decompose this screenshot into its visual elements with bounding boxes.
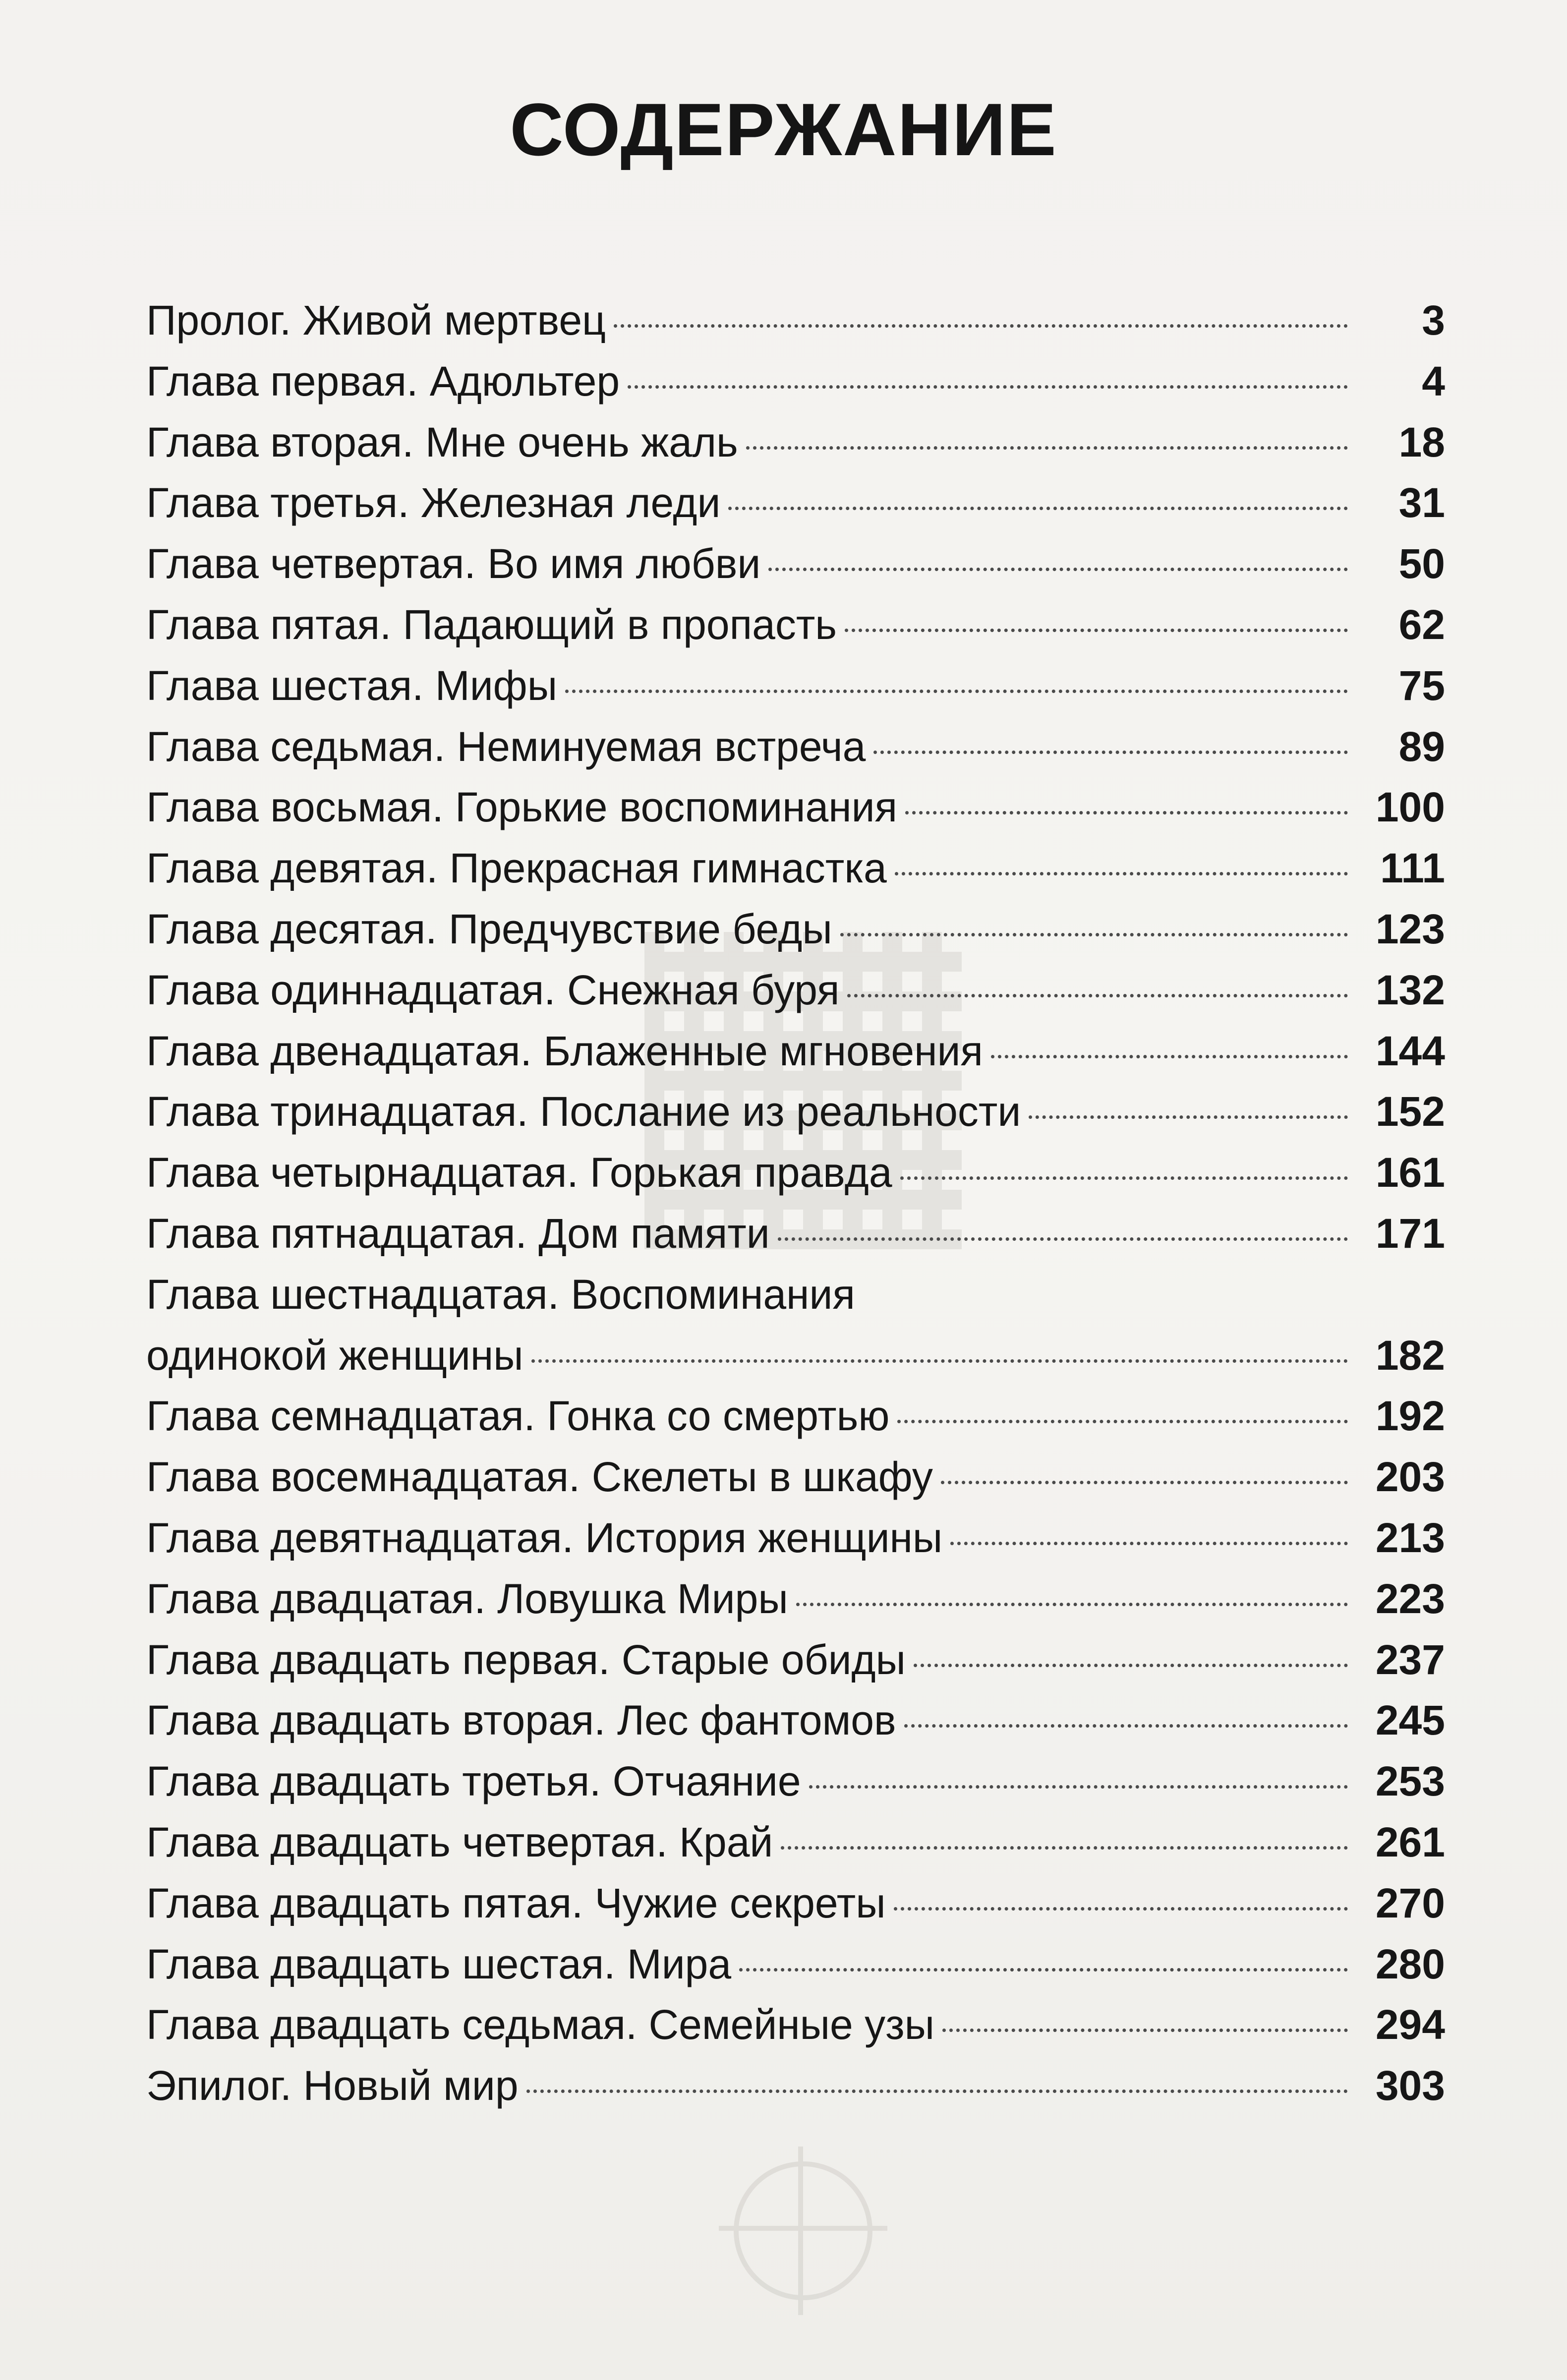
toc-page-number: 50 <box>1398 540 1445 587</box>
toc-chapter-title: Глава двадцать первая. Старые обиды <box>146 1636 906 1683</box>
toc-page-number: 75 <box>1398 662 1445 709</box>
toc-page-number: 223 <box>1375 1575 1445 1622</box>
toc-dot-leader <box>873 751 1348 754</box>
toc-page-number: 100 <box>1375 784 1445 831</box>
toc-entry <box>146 1508 1445 1568</box>
toc-dot-leader <box>1029 1115 1348 1119</box>
toc-entry <box>146 1021 1445 1082</box>
toc-page-number: 111 <box>1380 845 1445 892</box>
toc-page-number: 3 <box>1422 297 1445 344</box>
toc-page-number: 245 <box>1375 1697 1445 1744</box>
toc-entry <box>146 1142 1445 1203</box>
toc-chapter-title: Глава четырнадцатая. Горькая правда <box>146 1149 892 1196</box>
toc-entry <box>146 1447 1445 1508</box>
toc-chapter-title: Глава двадцать седьмая. Семейные узы <box>146 2001 934 2048</box>
toc-dot-leader <box>565 690 1348 693</box>
toc-dot-leader <box>778 1237 1348 1241</box>
toc-chapter-title-continuation: одинокой женщины <box>146 1332 523 1379</box>
toc-chapter-title: Глава тринадцатая. Послание из реальности <box>146 1088 1021 1135</box>
toc-entry <box>146 777 1445 838</box>
toc-page-number: 89 <box>1398 723 1445 770</box>
toc-dot-leader <box>768 568 1348 571</box>
toc-chapter-title: Глава первая. Адюльтер <box>146 357 620 405</box>
toc-page-number: 31 <box>1398 479 1445 526</box>
table-of-contents <box>146 290 1445 2116</box>
toc-page-number: 171 <box>1375 1210 1445 1257</box>
toc-dot-leader <box>531 1359 1348 1363</box>
toc-chapter-title: Глава девятнадцатая. История женщины <box>146 1514 943 1561</box>
toc-entry <box>146 1629 1445 1690</box>
toc-dot-leader <box>895 872 1348 875</box>
toc-entry-continuation <box>146 1325 1445 1386</box>
toc-dot-leader <box>894 1907 1348 1911</box>
toc-dot-leader <box>614 324 1348 328</box>
toc-entry <box>146 290 1445 351</box>
toc-page-number: 4 <box>1422 357 1445 405</box>
toc-entry <box>146 1690 1445 1751</box>
toc-entry <box>146 1873 1445 1934</box>
toc-chapter-title: Пролог. Живой мертвец <box>146 297 606 344</box>
toc-dot-leader <box>900 1176 1348 1180</box>
toc-chapter-title: Глава восьмая. Горькие воспоминания <box>146 784 897 831</box>
toc-entry <box>146 899 1445 960</box>
toc-dot-leader <box>781 1846 1348 1850</box>
page-title: СОДЕРЖАНИЕ <box>510 88 1057 171</box>
toc-dot-leader <box>991 1055 1348 1058</box>
toc-dot-leader <box>628 385 1348 389</box>
toc-dot-leader <box>796 1603 1348 1606</box>
toc-page-number: 261 <box>1375 1818 1445 1865</box>
toc-chapter-title: Глава двадцать четвертая. Край <box>146 1818 773 1865</box>
toc-page-number: 253 <box>1375 1758 1445 1805</box>
toc-page-number: 152 <box>1375 1088 1445 1135</box>
toc-entry <box>146 960 1445 1021</box>
toc-dot-leader <box>950 1542 1348 1545</box>
toc-page-number: 203 <box>1375 1453 1445 1501</box>
toc-chapter-title: Глава четвертая. Во имя любви <box>146 540 761 587</box>
toc-entry <box>146 1812 1445 1873</box>
bleed-through-page-emblem <box>734 2161 872 2300</box>
toc-entry <box>146 472 1445 533</box>
toc-dot-leader <box>840 933 1348 936</box>
toc-entry <box>146 655 1445 716</box>
toc-entry <box>146 1568 1445 1629</box>
toc-chapter-title: Глава двадцатая. Ловушка Миры <box>146 1575 788 1622</box>
toc-page-number: 270 <box>1375 1879 1445 1926</box>
toc-page-number: 237 <box>1375 1636 1445 1683</box>
toc-page-number: 18 <box>1398 418 1445 465</box>
toc-dot-leader <box>941 1481 1348 1484</box>
toc-chapter-title: Глава седьмая. Неминуемая встреча <box>146 723 866 770</box>
toc-entry <box>146 838 1445 899</box>
toc-chapter-title: Глава шестнадцатая. Воспоминания <box>146 1271 855 1318</box>
toc-chapter-title: Глава девятая. Прекрасная гимнастка <box>146 845 887 892</box>
toc-chapter-title: Глава двадцать третья. Отчаяние <box>146 1758 801 1805</box>
toc-chapter-title: Эпилог. Новый мир <box>146 2062 519 2109</box>
toc-entry <box>146 412 1445 473</box>
toc-page-number: 280 <box>1375 1940 1445 1987</box>
toc-entry <box>146 533 1445 594</box>
toc-chapter-title: Глава третья. Железная леди <box>146 479 721 526</box>
toc-dot-leader <box>897 1420 1348 1423</box>
toc-dot-leader <box>809 1785 1348 1789</box>
toc-entry <box>146 594 1445 655</box>
toc-page-number: 161 <box>1375 1149 1445 1196</box>
toc-page-number: 294 <box>1375 2001 1445 2048</box>
toc-chapter-title: Глава двадцать вторая. Лес фантомов <box>146 1697 896 1744</box>
toc-page-number: 182 <box>1375 1332 1445 1379</box>
toc-chapter-title: Глава двадцать пятая. Чужие секреты <box>146 1879 886 1926</box>
toc-chapter-title: Глава восемнадцатая. Скелеты в шкафу <box>146 1453 933 1501</box>
toc-chapter-title: Глава вторая. Мне очень жаль <box>146 418 738 465</box>
toc-entry <box>146 1751 1445 1812</box>
toc-dot-leader <box>739 1968 1348 1972</box>
toc-entry <box>146 1081 1445 1142</box>
toc-chapter-title: Глава десятая. Предчувствие беды <box>146 905 832 952</box>
toc-entry <box>146 1386 1445 1447</box>
toc-dot-leader <box>942 2029 1348 2032</box>
toc-chapter-title: Глава семнадцатая. Гонка со смертью <box>146 1393 890 1440</box>
toc-entry <box>146 1203 1445 1264</box>
toc-entry <box>146 1994 1445 2055</box>
toc-page-number: 303 <box>1375 2062 1445 2109</box>
toc-entry <box>146 2055 1445 2116</box>
toc-page-number: 62 <box>1398 601 1445 648</box>
toc-page-number: 132 <box>1375 966 1445 1013</box>
toc-page-number: 192 <box>1375 1393 1445 1440</box>
toc-dot-leader <box>526 2090 1348 2093</box>
toc-chapter-title: Глава двенадцатая. Блаженные мгновения <box>146 1027 983 1074</box>
toc-dot-leader <box>914 1664 1348 1667</box>
toc-dot-leader <box>845 629 1348 632</box>
toc-entry <box>146 351 1445 412</box>
toc-chapter-title: Глава пятнадцатая. Дом памяти <box>146 1210 770 1257</box>
toc-entry <box>146 716 1445 777</box>
toc-page-number: 123 <box>1375 905 1445 952</box>
toc-dot-leader <box>905 811 1348 814</box>
toc-page-number: 144 <box>1375 1027 1445 1074</box>
toc-dot-leader <box>847 994 1348 997</box>
toc-chapter-title: Глава шестая. Мифы <box>146 662 558 709</box>
toc-page-number: 213 <box>1375 1514 1445 1561</box>
toc-dot-leader <box>728 507 1348 510</box>
toc-entry <box>146 1934 1445 1995</box>
toc-chapter-title: Глава одиннадцатая. Снежная буря <box>146 966 840 1013</box>
toc-entry <box>146 1264 1445 1325</box>
toc-dot-leader <box>904 1724 1348 1728</box>
toc-dot-leader <box>746 446 1348 450</box>
toc-chapter-title: Глава пятая. Падающий в пропасть <box>146 601 837 648</box>
toc-chapter-title: Глава двадцать шестая. Мира <box>146 1940 732 1987</box>
